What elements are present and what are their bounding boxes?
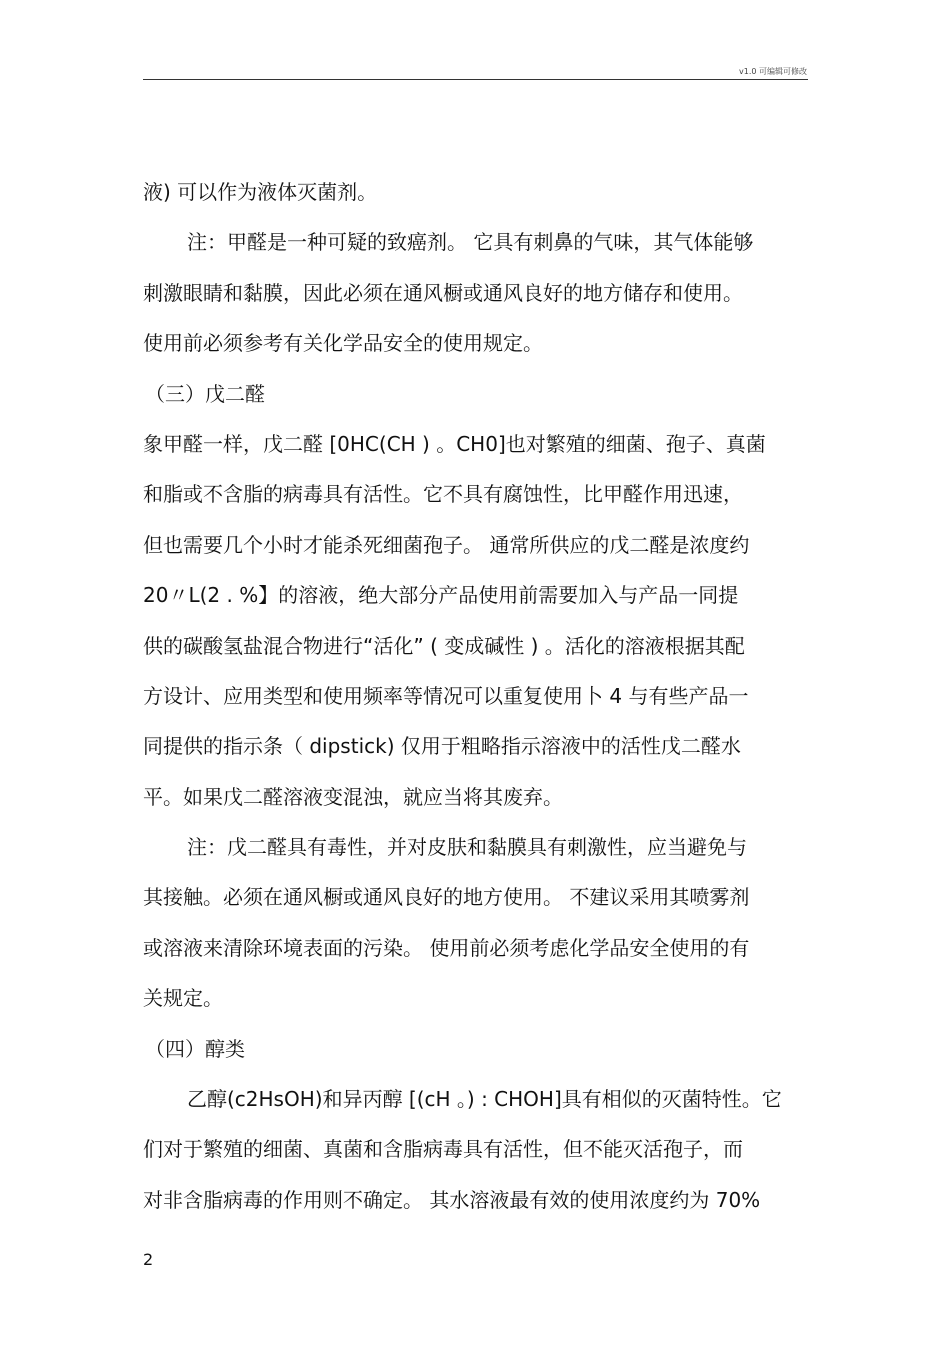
text-line: 方设计、应用类型和使用频率等情况可以重复使用卜 4 与有些产品一 [143,683,749,708]
text-line: 或溶液来清除环境表面的污染。 使用前必须考虑化学品安全使用的有 [143,935,750,960]
text-line: 象甲醛一样，戊二醛 [0HC(CH ) 。CH0]也对繁殖的细菌、孢子、真菌 [143,431,766,456]
text-line: 乙醇(c2HsOH)和异丙醇 [(cH 。) : CHOH]具有相似的灭菌特性。它 [187,1087,782,1112]
text-line: 平。如果戊二醛溶液变混浊，就应当将其废弃。 [143,784,563,809]
text-line: 注：甲醛是一种可疑的致癌剂。 它具有刺鼻的气味，其气体能够 [187,230,754,255]
text-line: 们对于繁殖的细菌、真菌和含脂病毒具有活性，但不能灭活孢子，而 [143,1137,743,1162]
text-line: 其接触。必须在通风橱或通风良好的地方使用。 不建议采用其喷雾剂 [143,885,750,910]
text-line: 但也需要几个小时才能杀死细菌孢子。 通常所供应的戊二醛是浓度约 [143,532,750,557]
document-body [143,172,808,1230]
text-line: 供的碳酸氢盐混合物进行“活化” ( 变成碱性 ) 。活化的溶液根据其配 [143,633,745,658]
text-line: 刺激眼睛和黏膜，因此必须在通风橱或通风良好的地方储存和使用。 [143,280,743,305]
text-line: 液) 可以作为液体灭菌剂。 [143,180,378,204]
text-line: 同提供的指示条（ dipstick) 仅用于粗略指示溶液中的活性戊二醛水 [143,734,741,759]
page-number: 2 [143,1250,154,1269]
text-line: 使用前必须参考有关化学品安全的使用规定。 [143,331,543,356]
section-heading: （四）醇类 [145,1036,245,1061]
text-line: 注：戊二醛具有毒性，并对皮肤和黏膜具有刺激性，应当避免与 [187,835,747,860]
text-line: 关规定。 [143,986,223,1011]
text-line: 对非含脂病毒的作用则不确定。 其水溶液最有效的使用浓度约为 70% [143,1187,761,1212]
header-version-note: v1.0 可编辑可修改 [739,67,807,76]
header-divider [143,79,808,80]
text-line: 20〃L(2 . %】的溶液，绝大部分产品使用前需要加入与产品一同提 [143,583,739,608]
section-heading: （三）戊二醛 [145,381,265,406]
text-line: 和脂或不含脂的病毒具有活性。它不具有腐蚀性，比甲醛作用迅速， [143,482,743,507]
